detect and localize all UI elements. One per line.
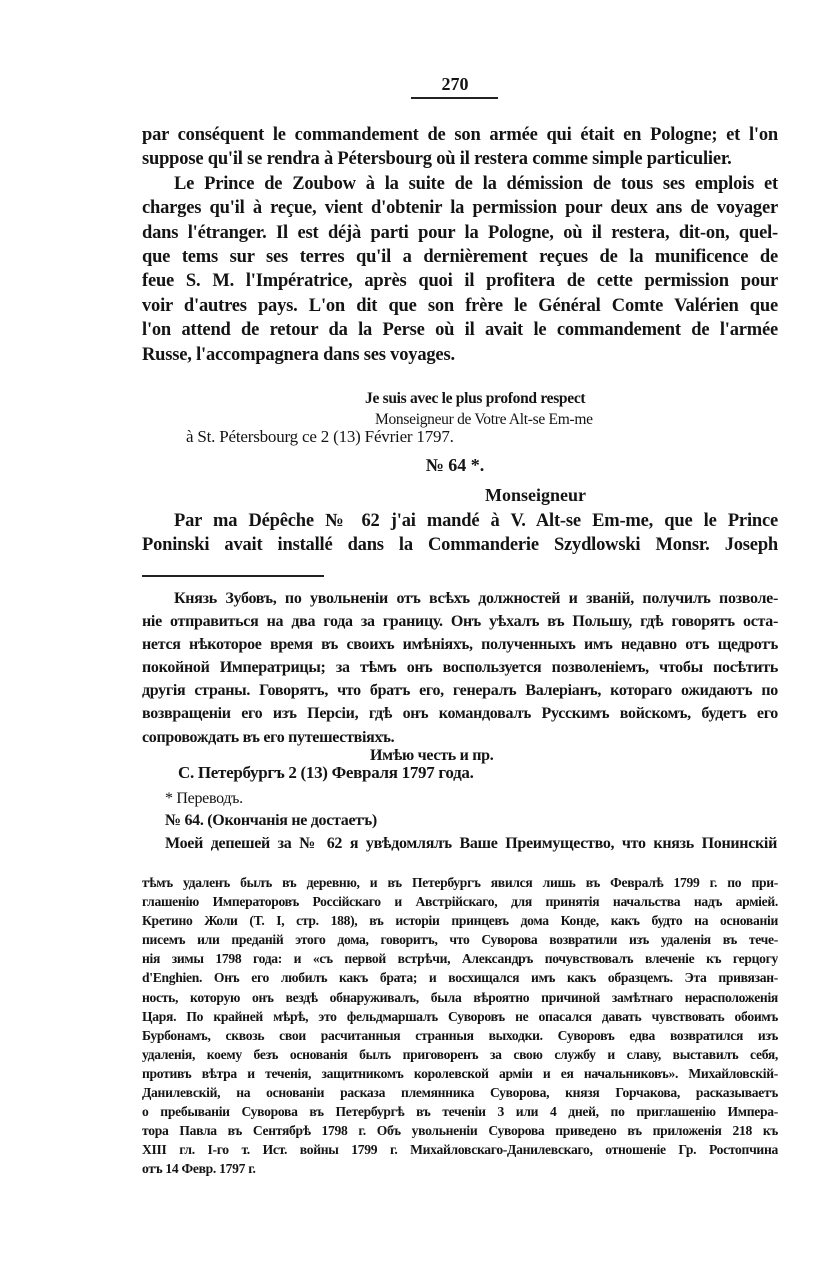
footnote-line: о пребываніи Суворова въ Петербургѣ въ теченіи 3 или 4 дней, по приглашенію Импера- [142, 1104, 778, 1120]
text-line: покойной Императрицы; за тѣмъ онъ воспользуется позволеніемъ, чтобы посѣтить [142, 659, 778, 677]
footnote [142, 873, 778, 1179]
text-line: feue S. M. l'Impératrice, après quoi il profitera de cette permission pour [142, 271, 778, 292]
text-line: Par ma Dépêche № 62 j'ai mandé à V. Alt-se Em-me, que le Prince [174, 511, 778, 531]
letter-date: à St. Pétersbourg ce 2 (13) Février 1797. [186, 427, 454, 446]
footnote-line: XIII гл. I-го т. Ист. войны 1799 г. Михайловскаго-Данилевскаго, отношеніе Гр. Ростопчина [142, 1142, 778, 1158]
text-line: нется нѣкоторое время въ своихъ имѣніяхъ, полученныхъ имъ недавно отъ щедротъ [142, 636, 778, 654]
footnote-line: Бурбонамъ, сквозь свои расчитанныя странныя выходки. Суворовъ едва возвратился изъ [142, 1027, 778, 1043]
footnote-line: Кретино Жоли (T. I, стр. 188), въ исторіи принцевъ дома Конде, какъ будто на основаніи [142, 913, 778, 929]
letter-64-body [142, 509, 778, 558]
text-line: par conséquent le commandement de son armée qui était en Pologne; et l'on [142, 125, 778, 145]
page-number: 270 [441, 74, 469, 94]
text-line: voir d'autres pays. L'on dit que son frère le Général Comte Valérien que [142, 295, 778, 316]
text-line: Russe, l'accompagnera dans ses voyages. [142, 344, 455, 365]
text-line: suppose qu'il se rendra à Pétersbourg où il restera comme simple particulier. [142, 149, 732, 170]
footnote-line: тѣмъ удаленъ былъ въ деревню, и въ Петербургъ явился лишь въ Февралѣ 1799 г. по при- [142, 875, 778, 890]
text-line: Le Prince de Zoubow à la suite de la démission de tous ses emplois et [174, 173, 778, 194]
footnote-line: глашенію Императоровъ Россійскаго и Австрійскаго, для принятія начальства надъ арміей. [142, 894, 778, 910]
footnote-line: отъ 14 Февр. 1797 г. [142, 1161, 256, 1177]
footnote-line: Царя. По крайней мѣрѣ, это фельдмаршалъ Суворовъ не опасался давать чувствовать обоимъ [142, 1008, 778, 1024]
text-line: que tems sur ses terres qu'il a dernièrement reçues de la munificence de [142, 247, 778, 268]
letter-64-heading: № 64 *. [425, 455, 485, 475]
footnote-line: удаленія, коему безъ основанія былъ приговоренъ за свою службу и славу, выставилъ себя, [142, 1046, 778, 1062]
translation-date: С. Петербургъ 2 (13) Февраля 1797 года. [178, 763, 474, 782]
closing-line-1: Je suis avec le plus profond respect [365, 390, 586, 407]
footnote-rule [142, 575, 324, 577]
letter-63-ending [142, 123, 778, 367]
footnote-line: ность, которую онъ вездѣ обнаруживалъ, была вѣроятно причиной замѣтнаго нерасположенія [142, 989, 778, 1005]
translation-note: * Переводъ. [165, 790, 243, 807]
text-line: сопровождать въ его путешествіяхъ. [142, 728, 395, 746]
russian-translation [142, 587, 778, 749]
salutation: Monseigneur [485, 485, 586, 505]
text-line: Poninski avait installé dans la Commanderie Szydlowski Monsr. Joseph [142, 535, 778, 556]
text-line: возвращеніи его изъ Персіи, гдѣ онъ командовалъ Русскимъ войскомъ, будетъ его [142, 705, 778, 723]
text-line: charges qu'il à reçue, vient d'obtenir la permission pour deux ans de voyager [142, 198, 778, 219]
footnote-line: нія зимы 1798 года: и «съ первой встрѣчи, Александръ почувствовалъ влеченіе къ герцогу [142, 951, 778, 967]
footnote-line: Данилевскій, на основаніи расказа племянника Суворова, князя Горчакова, расказываетъ [142, 1085, 778, 1101]
translation-line-64 [165, 832, 777, 855]
text-line: Моей депешей за № 62 я увѣдомлялъ Ваше Преимущество, что князь Понинскій [165, 835, 777, 852]
closing-line-2: Monseigneur de Votre Alt-se Em-me [375, 411, 593, 428]
text-line: другія страны. Говорятъ, что братъ его, генералъ Валеріанъ, котораго ожидаютъ по [142, 682, 778, 700]
footnote-line: тора Павла въ Сентябрѣ 1798 г. Объ увольненіи Суворова приведено въ приложенія 218 къ [142, 1123, 778, 1139]
text-line: Князь Зубовъ, по увольненіи отъ всѣхъ должностей и званій, получилъ позволе- [174, 590, 778, 607]
footnote-line: d'Enghien. Онъ его любилъ какъ брата; и восхищался имъ какъ образцемъ. Эта привязан- [142, 970, 778, 986]
text-line: dans l'étranger. Il est déjà parti pour la Pologne, où il restera, dit-on, quel- [142, 222, 778, 243]
text-line: l'on attend de retour da la Perse où il avait le commandement de l'armée [142, 320, 778, 341]
page-number-rule [411, 97, 498, 99]
footnote-line: писемъ или преданій этого дома, говоритъ, что Суворова возвратили изъ удаленія въ тече- [142, 932, 778, 948]
translation-heading-64: № 64. (Окончанія не достаетъ) [165, 812, 377, 829]
translation-closing: Имѣю честь и пр. [370, 747, 494, 764]
footnote-line: противъ вѣтра и теченія, защитникомъ королевской арміи и ея начальниковъ». Михайловскій- [142, 1065, 778, 1081]
text-line: ніе отправиться на два года за границу. Онъ уѣхалъ въ Польшу, гдѣ говорятъ оста- [142, 613, 778, 631]
